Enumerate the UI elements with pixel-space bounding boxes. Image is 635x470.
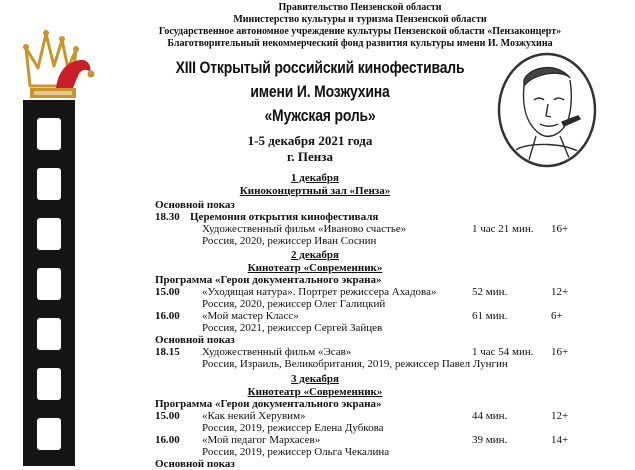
event-duration: 39 мин. [472, 434, 508, 446]
event-info: Россия, 2021, режиссер Сергей Зайцев [202, 322, 383, 334]
event-duration: 1 час 54 мин. [472, 346, 534, 358]
venue: Киноконцертный зал «Пенза» [239, 185, 391, 197]
event-age: 14+ [551, 434, 569, 446]
event-title: Церемония открытия кинофестиваля [190, 211, 379, 223]
festival-subtitle: «Мужская роль» [264, 106, 376, 125]
day-date: 3 декабря [291, 373, 339, 385]
event-duration: 44 мин. [472, 410, 508, 422]
event-info: Россия, 2020, режиссер Иван Соснин [202, 235, 377, 247]
org-line: Правительство Пензенской области [278, 2, 442, 13]
festival-title: имени И. Мозжухина [250, 82, 390, 101]
film-hole [37, 368, 61, 400]
event-time: 16.00 [155, 310, 180, 322]
event-film: «Мой педагог Мархасев» [202, 434, 321, 446]
venue: Кинотеатр «Современник» [247, 262, 383, 274]
event-film: «Уходящая натура». Портрет режиссера Ахадова» [202, 286, 437, 298]
event-duration: 61 мин. [472, 310, 508, 322]
day-date: 2 декабря [291, 249, 339, 261]
event-duration: 52 мин. [472, 286, 508, 298]
event-age: 16+ [551, 223, 569, 235]
event-time: 18.30 [155, 211, 180, 223]
film-hole [37, 118, 61, 150]
film-hole [37, 268, 61, 300]
venue: Кинотеатр «Современник» [247, 386, 383, 398]
event-film: Художественный фильм «Эсав» [202, 346, 352, 358]
event-time: 15.00 [155, 410, 180, 422]
event-duration: 1 час 21 мин. [472, 223, 534, 235]
film-hole [37, 318, 61, 350]
event-info: Россия, Израиль, Великобритания, 2019, режиссер Павел Лунгин [202, 358, 508, 370]
event-film: «Мой мастер Класс» [202, 310, 299, 322]
event-age: 6+ [551, 310, 563, 322]
block-title: Основной показ [155, 458, 235, 470]
event-film: «Как некий Херувим» [202, 410, 306, 422]
event-time: 18.15 [155, 346, 180, 358]
event-time: 16.00 [155, 434, 180, 446]
org-line: Министерство культуры и туризма Пензенской области [233, 14, 487, 25]
festival-city: г. Пенза [286, 149, 334, 164]
event-time: 15.00 [155, 286, 180, 298]
event-age: 12+ [551, 286, 569, 298]
event-age: 12+ [551, 410, 569, 422]
festival-dates: 1-5 декабря 2021 года [247, 133, 373, 148]
block-title: Программа «Герои документального экрана» [155, 274, 382, 286]
day-date: 1 декабря [291, 172, 339, 184]
film-strip [23, 100, 75, 466]
event-info: Россия, 2019, режиссер Елена Дубкова [202, 422, 384, 434]
event-age: 16+ [551, 346, 569, 358]
block-title: Основной показ [155, 334, 235, 346]
event-info: Россия, 2019, режиссер Ольга Чекалина [202, 446, 390, 458]
org-line: Благотворительный некоммерческий фонд развития культуры имени И. Мозжухина [167, 38, 553, 49]
jester-crown-logo [20, 28, 100, 104]
org-line: Государственное автономное учреждение культуры Пензенской области «Пензаконцерт» [158, 26, 562, 37]
block-title: Программа «Герои документального экрана» [155, 398, 382, 410]
festival-title: XIII Открытый российский кинофестиваль [175, 58, 465, 77]
event-info: Россия, 2020, режиссер Олег Галицкий [202, 298, 386, 310]
block-title: Основной показ [155, 199, 235, 211]
film-hole [37, 168, 61, 200]
film-hole [37, 218, 61, 250]
mozzhukhin-portrait [496, 50, 598, 170]
film-hole [37, 418, 61, 450]
event-film: Художественный фильм «Иваново счастье» [202, 223, 407, 235]
